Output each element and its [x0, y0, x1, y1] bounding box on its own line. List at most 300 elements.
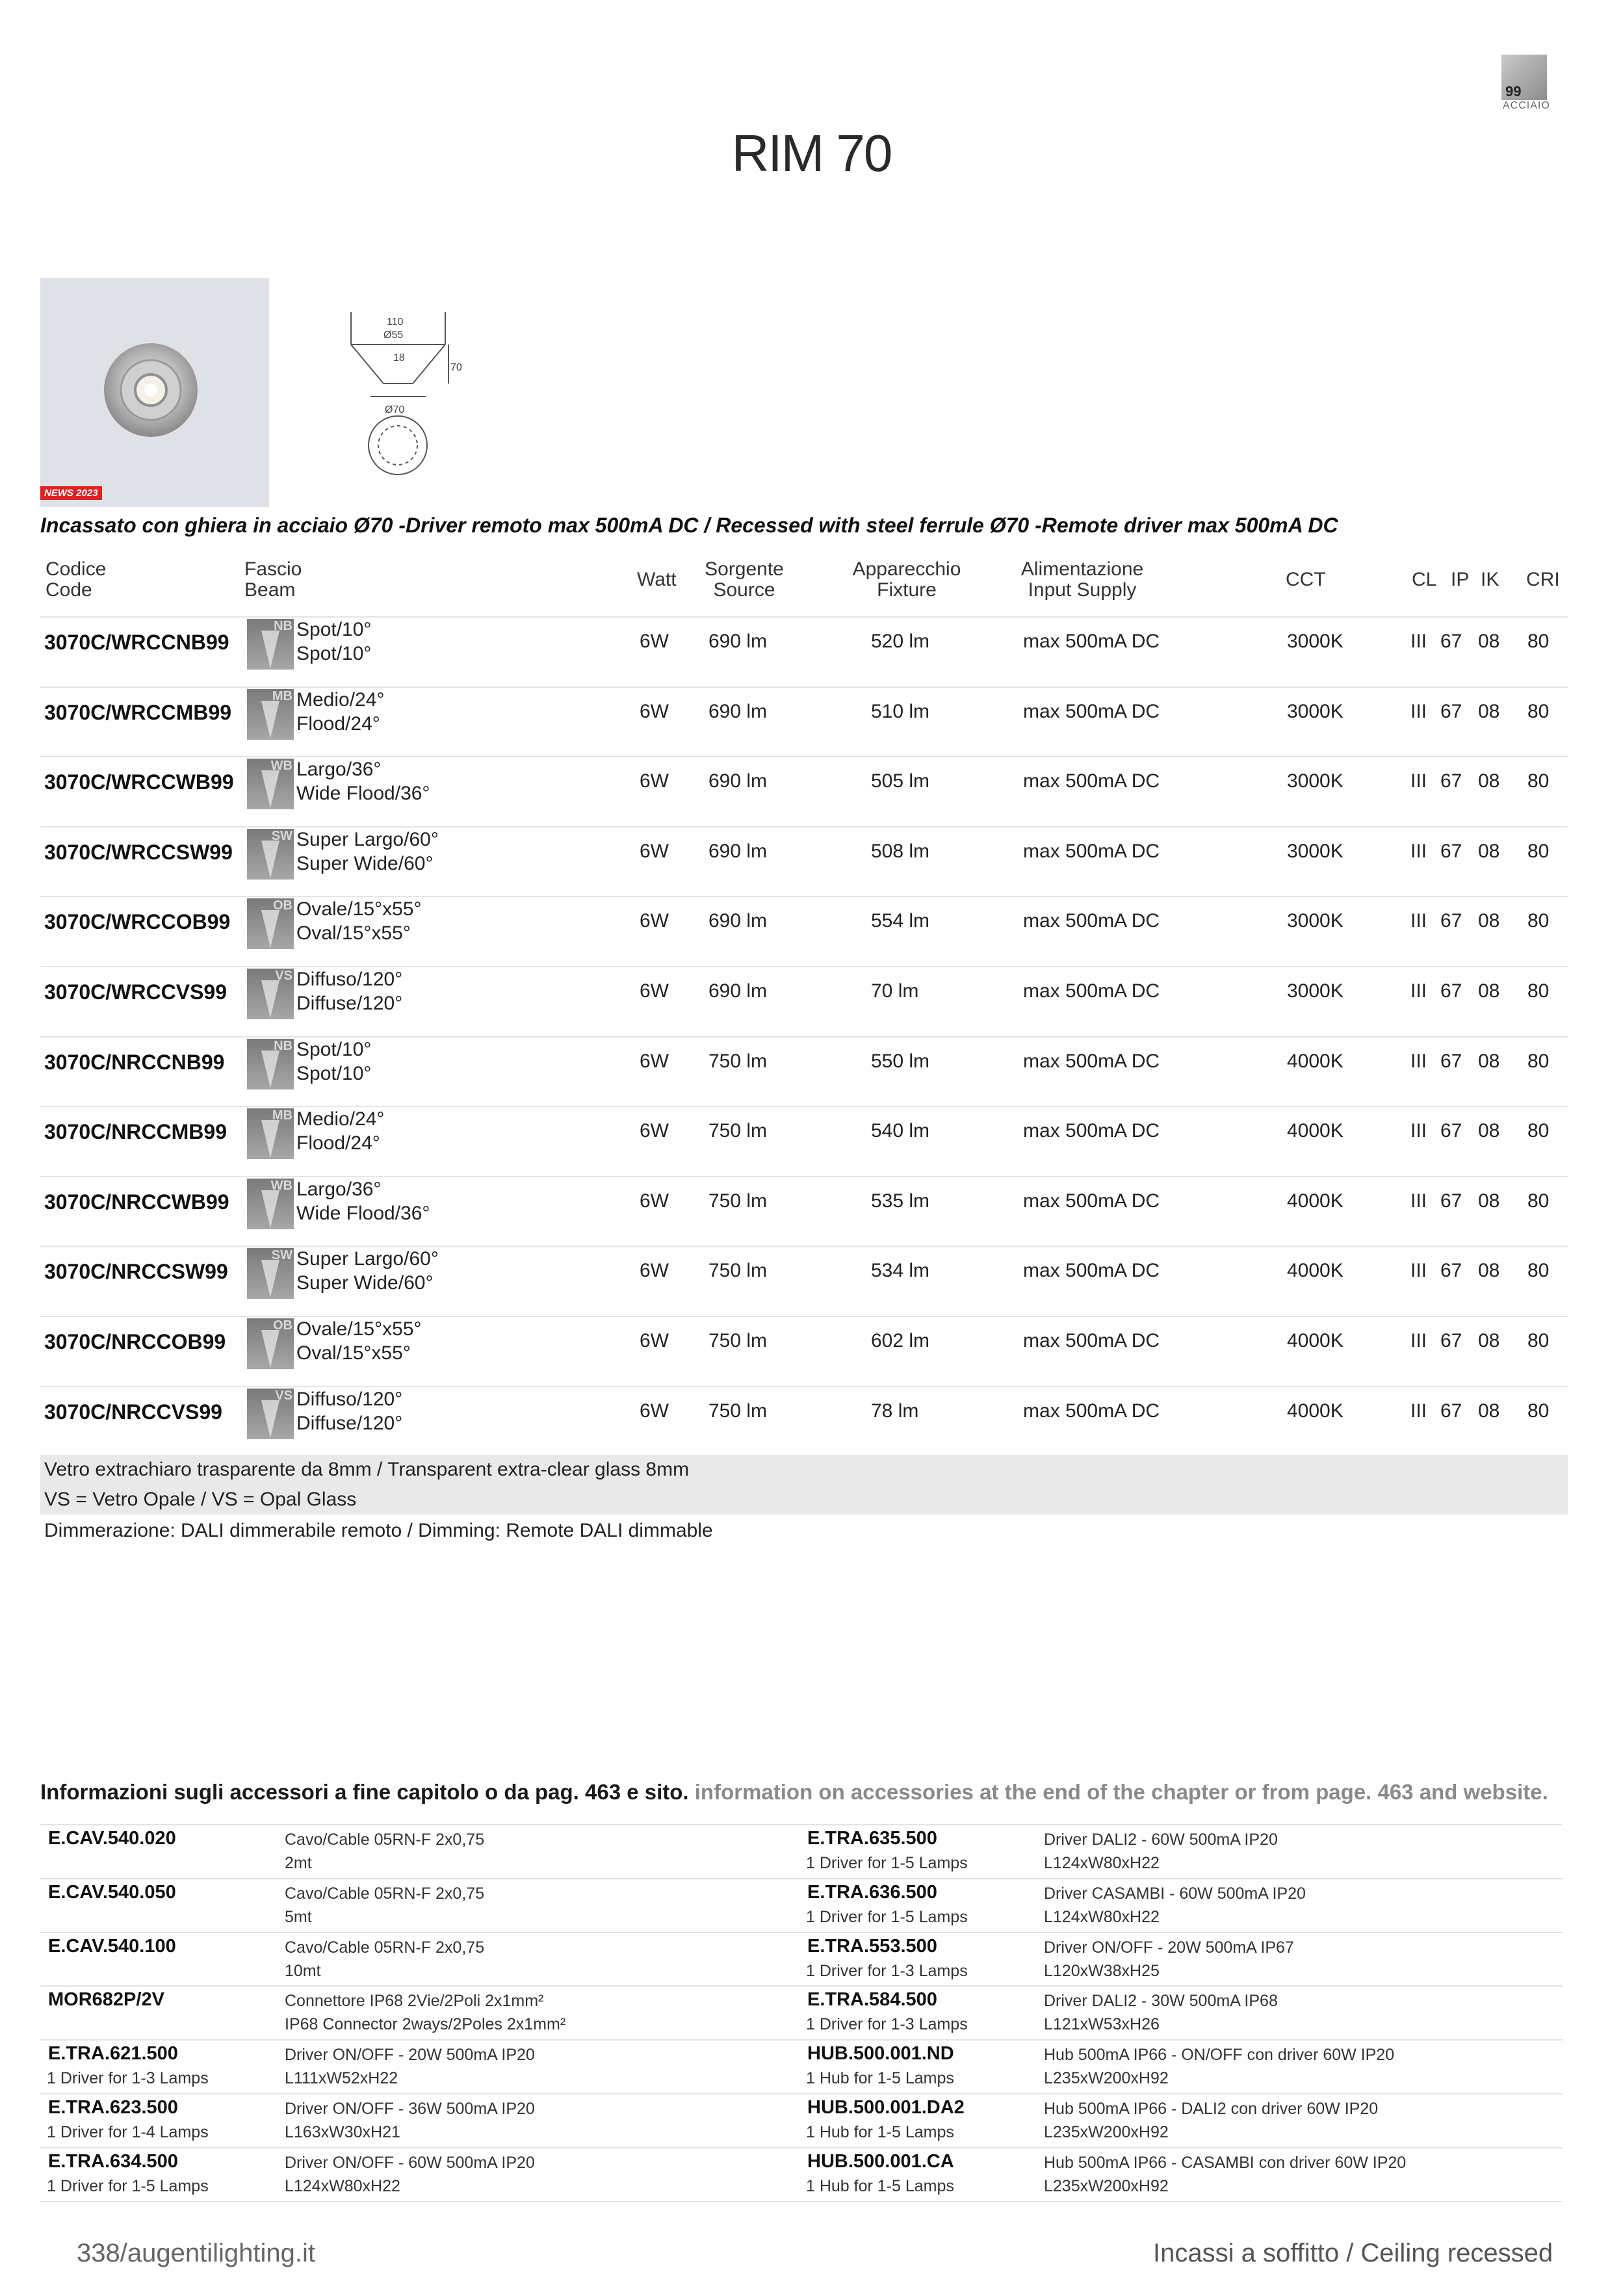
row-ip: 67 — [1440, 1050, 1462, 1072]
accessory-description — [285, 1882, 484, 1929]
row-fixture-lm: 534 lm — [871, 1260, 930, 1281]
accessory-capacity: 1 Driver for 1-5 Lamps — [806, 1854, 968, 1872]
accessory-desc-line2: L124xW80xH22 — [285, 2177, 400, 2195]
accessory-desc-line1: Driver DALI2 - 30W 500mA IP68 — [1044, 1992, 1278, 2010]
accessory-capacity: 1 Driver for 1-3 Lamps — [806, 1962, 968, 1980]
beam-tag: MB — [272, 1108, 292, 1123]
row-ik: 08 — [1478, 841, 1500, 862]
row-beam-it: Medio/24° — [296, 689, 385, 711]
accessory-capacity: 1 Driver for 1-4 Lamps — [47, 2123, 209, 2141]
row-fixture-lm: 505 lm — [871, 770, 930, 792]
row-beam-en: Wide Flood/36° — [296, 783, 430, 804]
accessory-desc-line2: L124xW80xH22 — [1044, 1908, 1160, 1926]
row-ip: 67 — [1440, 1260, 1462, 1281]
row-cl: III — [1410, 1050, 1427, 1072]
accessory-description — [1044, 1828, 1278, 1875]
page-badge-number: 99 — [1505, 83, 1522, 99]
fixture-image — [40, 278, 269, 507]
row-beam-it: Diffuso/120° — [296, 1389, 403, 1410]
accessory-code: E.TRA.623.500 — [48, 2097, 178, 2118]
row-ip: 67 — [1440, 1330, 1462, 1351]
row-fixture-lm: 520 lm — [871, 631, 930, 652]
row-ip: 67 — [1440, 1120, 1462, 1141]
row-fixture-lm: 554 lm — [871, 910, 930, 932]
row-ip: 67 — [1440, 701, 1462, 722]
accessory-row-divider — [40, 2039, 1563, 2041]
beam-icon — [247, 1389, 294, 1439]
row-supply: max 500mA DC — [1023, 910, 1160, 932]
table-row-divider — [40, 896, 1568, 897]
row-beam-en: Spot/10° — [296, 1063, 372, 1084]
row-beam — [296, 618, 371, 666]
row-supply: max 500mA DC — [1023, 1190, 1160, 1212]
row-beam-it: Largo/36° — [296, 1179, 382, 1200]
accessory-desc-line1: Cavo/Cable 05RN-F 2x0,75 — [285, 1831, 485, 1849]
header-cri: CRI — [1526, 569, 1560, 590]
row-cl: III — [1410, 1400, 1427, 1422]
accessories-heading-it: Informazioni sugli accessori a fine capitolo o da pag. 463 e sito. — [40, 1780, 689, 1804]
row-fixture-lm: 70 lm — [871, 980, 919, 1002]
accessory-desc-line1: Cavo/Cable 05RN-F 2x0,75 — [285, 1938, 485, 1957]
header-cl: CL — [1412, 569, 1437, 590]
row-beam — [296, 1107, 384, 1155]
header-code: Codice Code — [45, 558, 107, 601]
row-code: 3070C/NRCCOB99 — [44, 1330, 226, 1353]
row-source-lm: 690 lm — [708, 910, 768, 932]
table-row-divider — [40, 1386, 1568, 1387]
beam-icon — [247, 969, 294, 1019]
beam-tag: SW — [271, 829, 292, 843]
row-code: 3070C/WRCCSW99 — [44, 841, 233, 864]
beam-tag: WB — [270, 1179, 292, 1193]
row-cl: III — [1410, 1120, 1427, 1141]
accessory-code: E.CAV.540.100 — [48, 1936, 176, 1957]
row-cct: 4000K — [1287, 1330, 1344, 1351]
beam-cone-icon — [261, 980, 279, 1018]
accessory-desc-line1: Hub 500mA IP66 - ON/OFF con driver 60W IP20 — [1044, 2046, 1395, 2064]
beam-tag: OB — [273, 1318, 292, 1333]
row-beam — [296, 1387, 402, 1435]
row-ik: 08 — [1478, 1330, 1500, 1351]
row-cri: 80 — [1527, 1400, 1550, 1422]
row-cri: 80 — [1527, 770, 1550, 792]
accessory-code: E.TRA.584.500 — [807, 1989, 937, 2010]
accessory-desc-line1: Driver DALI2 - 60W 500mA IP20 — [1044, 1831, 1278, 1849]
row-supply: max 500mA DC — [1023, 770, 1160, 792]
product-photo — [40, 278, 269, 507]
header-cct: CCT — [1286, 569, 1326, 590]
row-supply: max 500mA DC — [1023, 1400, 1160, 1422]
accessory-desc-line2: L111xW52xH22 — [285, 2069, 398, 2087]
technical-drawing — [338, 306, 468, 488]
row-code: 3070C/NRCCVS99 — [44, 1400, 222, 1424]
row-beam-it: Spot/10° — [296, 619, 372, 640]
row-code: 3070C/WRCCVS99 — [44, 980, 227, 1004]
note-opal: VS = Vetro Opale / VS = Opal Glass — [44, 1489, 357, 1510]
accessory-desc-line1: Driver ON/OFF - 20W 500mA IP67 — [1044, 1938, 1294, 1957]
accessory-desc-line1: Connettore IP68 2Vie/2Poli 2x1mm² — [285, 1992, 544, 2010]
row-ik: 08 — [1478, 1050, 1500, 1072]
beam-cone-icon — [261, 1050, 279, 1088]
row-ik: 08 — [1478, 1260, 1500, 1281]
row-cct: 3000K — [1287, 980, 1344, 1002]
accessory-capacity: 1 Driver for 1-5 Lamps — [47, 2177, 209, 2195]
row-beam-en: Oval/15°x55° — [296, 1342, 411, 1364]
row-beam — [296, 1037, 371, 1086]
accessory-desc-line1: Hub 500mA IP66 - CASAMBI con driver 60W IP20 — [1044, 2154, 1407, 2172]
row-cri: 80 — [1527, 910, 1550, 932]
row-ip: 67 — [1440, 1190, 1462, 1212]
beam-tag: OB — [273, 898, 292, 913]
accessory-capacity: 1 Hub for 1-5 Lamps — [806, 2177, 954, 2195]
row-cct: 4000K — [1287, 1400, 1344, 1422]
beam-icon — [247, 759, 294, 809]
header-ik: IK — [1481, 569, 1500, 590]
row-cct: 3000K — [1287, 910, 1344, 932]
row-cct: 4000K — [1287, 1260, 1344, 1281]
row-supply: max 500mA DC — [1023, 1120, 1160, 1141]
accessory-desc-line1: Driver ON/OFF - 20W 500mA IP20 — [285, 2046, 535, 2064]
row-ik: 08 — [1478, 701, 1500, 722]
row-code: 3070C/WRCCMB99 — [44, 701, 232, 724]
row-watt: 6W — [640, 1400, 669, 1422]
row-cl: III — [1410, 701, 1427, 722]
table-row-divider — [40, 966, 1568, 967]
accessory-desc-line1: Driver CASAMBI - 60W 500mA IP20 — [1044, 1885, 1306, 1903]
accessory-capacity: 1 Driver for 1-5 Lamps — [806, 1908, 968, 1926]
row-cri: 80 — [1527, 1120, 1550, 1141]
drawing-label-d55: Ø55 — [383, 330, 404, 341]
row-beam-it: Spot/10° — [296, 1039, 372, 1060]
table-row-divider — [40, 756, 1568, 757]
beam-cone-icon — [261, 1330, 279, 1368]
row-code: 3070C/NRCCMB99 — [44, 1120, 227, 1143]
row-cl: III — [1410, 1330, 1427, 1351]
beam-tag: MB — [272, 689, 292, 703]
accessory-row-divider — [40, 2147, 1563, 2148]
drawing-label-70: 70 — [450, 362, 462, 373]
row-supply: max 500mA DC — [1023, 1050, 1160, 1072]
beam-icon — [247, 1179, 294, 1229]
row-cl: III — [1410, 980, 1427, 1002]
beam-tag: NB — [274, 619, 292, 633]
row-cct: 3000K — [1287, 631, 1344, 652]
row-beam — [296, 688, 384, 736]
row-supply: max 500mA DC — [1023, 1260, 1160, 1281]
row-ip: 67 — [1440, 910, 1462, 932]
row-source-lm: 690 lm — [708, 980, 768, 1002]
beam-cone-icon — [261, 841, 279, 878]
accessory-code: HUB.500.001.CA — [807, 2151, 954, 2172]
row-fixture-lm: 78 lm — [871, 1400, 919, 1422]
accessory-capacity: 1 Driver for 1-3 Lamps — [47, 2069, 209, 2087]
drawing-label-110: 110 — [387, 317, 404, 328]
row-watt: 6W — [640, 701, 669, 722]
row-beam — [296, 1317, 421, 1365]
row-cl: III — [1410, 1260, 1427, 1281]
accessory-code: E.TRA.635.500 — [807, 1828, 937, 1849]
row-beam-it: Ovale/15°x55° — [296, 898, 422, 920]
row-beam-en: Diffuse/120° — [296, 1413, 403, 1434]
row-fixture-lm: 540 lm — [871, 1120, 930, 1141]
accessory-code: E.CAV.540.050 — [48, 1882, 176, 1903]
accessory-description — [1044, 1936, 1294, 1983]
header-source: Sorgente Source — [705, 558, 784, 601]
row-cri: 80 — [1527, 841, 1550, 862]
row-watt: 6W — [640, 1330, 669, 1351]
footer-page-site: 338/augentilighting.it — [77, 2239, 315, 2267]
footer-section: Incassi a soffitto / Ceiling recessed — [1153, 2239, 1553, 2267]
accessory-code: E.TRA.634.500 — [48, 2151, 178, 2172]
row-watt: 6W — [640, 910, 669, 932]
row-fixture-lm: 535 lm — [871, 1190, 930, 1212]
table-row-divider — [40, 1036, 1568, 1037]
row-source-lm: 750 lm — [708, 1260, 768, 1281]
table-row-divider — [40, 1316, 1568, 1317]
row-source-lm: 750 lm — [708, 1120, 768, 1141]
accessory-desc-line2: IP68 Connector 2ways/2Poles 2x1mm² — [285, 2015, 566, 2033]
accessory-desc-line2: 5mt — [285, 1908, 312, 1926]
table-row-divider — [40, 1176, 1568, 1177]
row-cl: III — [1410, 770, 1427, 792]
beam-cone-icon — [261, 770, 279, 808]
header-beam: Fascio Beam — [244, 558, 302, 601]
row-cl: III — [1410, 1190, 1427, 1212]
row-code: 3070C/WRCCOB99 — [44, 910, 231, 933]
row-ip: 67 — [1440, 1400, 1462, 1422]
row-beam-it: Super Largo/60° — [296, 1248, 439, 1270]
row-cri: 80 — [1527, 1050, 1550, 1072]
beam-icon — [247, 1248, 294, 1299]
accessory-description — [1044, 2097, 1378, 2144]
accessory-desc-line1: Driver ON/OFF - 60W 500mA IP20 — [285, 2154, 535, 2172]
row-watt: 6W — [640, 1120, 669, 1141]
row-supply: max 500mA DC — [1023, 631, 1160, 652]
row-code: 3070C/WRCCWB99 — [44, 770, 234, 794]
accessory-code: E.CAV.540.020 — [48, 1828, 176, 1849]
beam-tag: VS — [275, 1389, 292, 1403]
row-code: 3070C/NRCCWB99 — [44, 1190, 229, 1214]
table-row-divider — [40, 616, 1568, 618]
accessories-heading-en: information on accessories at the end of the chapter or from page. 463 and website. — [694, 1780, 1548, 1804]
row-source-lm: 690 lm — [708, 701, 768, 722]
row-watt: 6W — [640, 980, 669, 1002]
beam-icon — [247, 689, 294, 740]
beam-tag: VS — [275, 969, 292, 983]
row-code: 3070C/WRCCNB99 — [44, 631, 229, 654]
beam-cone-icon — [261, 1260, 279, 1298]
row-beam-it: Diffuso/120° — [296, 969, 403, 990]
row-watt: 6W — [640, 770, 669, 792]
news-badge: NEWS 2023 — [40, 486, 102, 500]
row-beam-it: Super Largo/60° — [296, 829, 439, 850]
header-fixture: Apparecchio Fixture — [852, 558, 961, 601]
accessory-description — [285, 1989, 565, 2036]
accessory-row-divider — [40, 1985, 1563, 1987]
accessory-description — [285, 2043, 535, 2090]
accessory-row-divider — [40, 1932, 1563, 1933]
beam-cone-icon — [261, 631, 279, 668]
accessory-description — [1044, 2043, 1394, 2090]
accessory-description — [1044, 1989, 1278, 2036]
drawing-label-d70: Ø70 — [385, 404, 405, 415]
beam-icon — [247, 829, 294, 880]
accessory-description — [285, 2097, 535, 2144]
beam-cone-icon — [261, 1190, 279, 1228]
beam-icon — [247, 1039, 294, 1089]
row-cri: 80 — [1527, 631, 1550, 652]
row-cl: III — [1410, 631, 1427, 652]
row-beam-it: Medio/24° — [296, 1108, 385, 1130]
row-cl: III — [1410, 841, 1427, 862]
beam-tag: NB — [274, 1039, 292, 1053]
beam-tag: SW — [271, 1248, 292, 1262]
accessory-row-divider — [40, 1878, 1563, 1879]
row-ik: 08 — [1478, 1120, 1500, 1141]
row-ik: 08 — [1478, 1400, 1500, 1422]
row-ik: 08 — [1478, 770, 1500, 792]
page-badge-label: ACCIAIO — [1503, 100, 1550, 111]
row-beam-en: Oval/15°x55° — [296, 922, 411, 944]
accessories-heading — [40, 1780, 1548, 1805]
table-row-divider — [40, 1246, 1568, 1247]
row-ik: 08 — [1478, 1190, 1500, 1212]
row-beam-it: Largo/36° — [296, 759, 382, 780]
row-beam-en: Diffuse/120° — [296, 993, 403, 1014]
row-watt: 6W — [640, 1260, 669, 1281]
table-row-divider — [40, 1106, 1568, 1107]
row-watt: 6W — [640, 841, 669, 862]
row-beam — [296, 1247, 439, 1295]
row-fixture-lm: 510 lm — [871, 701, 930, 722]
row-ip: 67 — [1440, 841, 1462, 862]
accessory-code: MOR682P/2V — [48, 1989, 164, 2010]
row-beam-en: Super Wide/60° — [296, 1272, 434, 1294]
accessory-description — [285, 1936, 484, 1983]
row-beam — [296, 897, 421, 945]
row-cct: 3000K — [1287, 701, 1344, 722]
row-watt: 6W — [640, 1050, 669, 1072]
row-source-lm: 750 lm — [708, 1050, 768, 1072]
product-subtitle: Incassato con ghiera in acciaio Ø70 -Driver remoto max 500mA DC / Recessed with steel ferrule Ø70 -Remote driver max 500mA DC — [40, 514, 1338, 537]
beam-cone-icon — [261, 1400, 279, 1438]
header-ip: IP — [1451, 569, 1470, 590]
row-supply: max 500mA DC — [1023, 841, 1160, 862]
accessory-row-divider — [40, 2093, 1563, 2094]
row-cct: 3000K — [1287, 770, 1344, 792]
row-beam — [296, 757, 430, 805]
accessory-desc-line2: L235xW200xH92 — [1044, 2177, 1169, 2195]
row-cri: 80 — [1527, 1190, 1550, 1212]
row-cct: 4000K — [1287, 1120, 1344, 1141]
accessory-desc-line1: Hub 500mA IP66 - DALI2 con driver 60W IP20 — [1044, 2100, 1379, 2118]
beam-cone-icon — [261, 701, 279, 738]
accessory-desc-line2: L163xW30xH21 — [285, 2123, 400, 2141]
row-beam-en: Flood/24° — [296, 713, 380, 735]
accessory-row-divider — [40, 1824, 1563, 1825]
row-fixture-lm: 550 lm — [871, 1050, 930, 1072]
row-ip: 67 — [1440, 770, 1462, 792]
row-code: 3070C/NRCCNB99 — [44, 1050, 225, 1074]
row-watt: 6W — [640, 1190, 669, 1212]
row-beam-en: Spot/10° — [296, 643, 372, 664]
row-supply: max 500mA DC — [1023, 1330, 1160, 1351]
row-beam-en: Flood/24° — [296, 1132, 380, 1154]
row-source-lm: 690 lm — [708, 841, 768, 862]
accessory-desc-line2: L235xW200xH92 — [1044, 2123, 1169, 2141]
row-source-lm: 690 lm — [708, 631, 768, 652]
note-dimming: Dimmerazione: DALI dimmerabile remoto / Dimming: Remote DALI dimmable — [44, 1520, 713, 1541]
row-beam-en: Wide Flood/36° — [296, 1203, 430, 1224]
row-beam — [296, 967, 402, 1015]
page-title: RIM 70 — [731, 124, 892, 182]
row-fixture-lm: 508 lm — [871, 841, 930, 862]
note-glass: Vetro extrachiaro trasparente da 8mm / Transparent extra-clear glass 8mm — [44, 1459, 690, 1480]
beam-tag: WB — [270, 759, 292, 773]
accessory-desc-line2: L121xW53xH26 — [1044, 2015, 1160, 2033]
accessory-code: HUB.500.001.ND — [807, 2043, 954, 2064]
row-supply: max 500mA DC — [1023, 980, 1160, 1002]
accessory-description — [1044, 2151, 1406, 2198]
row-cri: 80 — [1527, 1330, 1550, 1351]
row-ik: 08 — [1478, 910, 1500, 932]
accessory-desc-line1: Driver ON/OFF - 36W 500mA IP20 — [285, 2100, 535, 2118]
row-beam — [296, 1177, 430, 1225]
row-ik: 08 — [1478, 631, 1500, 652]
row-ip: 67 — [1440, 631, 1462, 652]
row-cri: 80 — [1527, 701, 1550, 722]
row-beam-it: Ovale/15°x55° — [296, 1318, 422, 1340]
row-cct: 4000K — [1287, 1050, 1344, 1072]
beam-cone-icon — [261, 1120, 279, 1158]
accessory-code: HUB.500.001.DA2 — [807, 2097, 965, 2118]
accessory-capacity: 1 Driver for 1-3 Lamps — [806, 2015, 968, 2033]
row-source-lm: 750 lm — [708, 1190, 768, 1212]
row-cri: 80 — [1527, 1260, 1550, 1281]
row-ik: 08 — [1478, 980, 1500, 1002]
row-ip: 67 — [1440, 980, 1462, 1002]
row-beam — [296, 828, 439, 876]
row-code: 3070C/NRCCSW99 — [44, 1260, 228, 1283]
accessory-desc-line1: Cavo/Cable 05RN-F 2x0,75 — [285, 1885, 485, 1903]
row-cl: III — [1410, 910, 1427, 932]
table-row-divider — [40, 826, 1568, 828]
beam-icon — [247, 898, 294, 949]
accessory-description — [285, 2151, 535, 2198]
accessory-desc-line2: L124xW80xH22 — [1044, 1854, 1160, 1872]
beam-icon — [247, 619, 294, 670]
row-fixture-lm: 602 lm — [871, 1330, 930, 1351]
accessory-capacity: 1 Hub for 1-5 Lamps — [806, 2123, 954, 2141]
header-watt: Watt — [637, 569, 677, 590]
row-cct: 3000K — [1287, 841, 1344, 862]
accessory-description — [1044, 1882, 1306, 1929]
accessory-capacity: 1 Hub for 1-5 Lamps — [806, 2069, 954, 2087]
beam-icon — [247, 1108, 294, 1159]
accessory-code: E.TRA.553.500 — [807, 1936, 937, 1957]
accessory-code: E.TRA.621.500 — [48, 2043, 178, 2064]
row-cct: 4000K — [1287, 1190, 1344, 1212]
row-source-lm: 750 lm — [708, 1400, 768, 1422]
beam-icon — [247, 1318, 294, 1369]
table-row-divider — [40, 686, 1568, 688]
row-cri: 80 — [1527, 980, 1550, 1002]
row-source-lm: 750 lm — [708, 1330, 768, 1351]
row-supply: max 500mA DC — [1023, 701, 1160, 722]
drawing-label-18: 18 — [393, 352, 405, 363]
row-beam-en: Super Wide/60° — [296, 853, 434, 874]
accessory-desc-line2: 10mt — [285, 1962, 321, 1980]
